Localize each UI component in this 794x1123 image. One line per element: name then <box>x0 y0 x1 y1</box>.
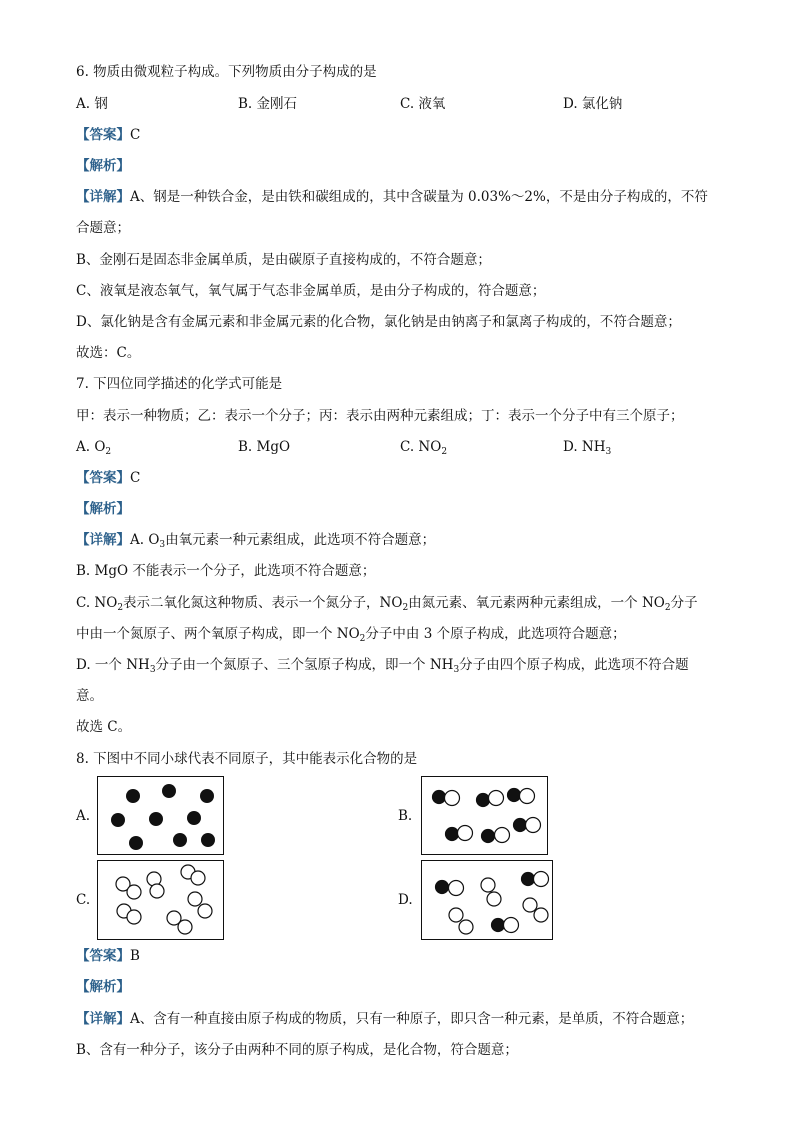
atoms-a <box>98 777 225 856</box>
q6-answer <box>76 126 140 144</box>
q7-option-c: C. $NO_2$ <box>400 439 448 457</box>
q7-option-d: D. $NH_3$ <box>563 439 612 457</box>
q8-diagram-d <box>421 860 553 940</box>
q8-diagram-b <box>421 776 548 855</box>
q8-diagram-a <box>97 776 224 855</box>
detail-tag: 【详解】 <box>76 189 130 205</box>
q8-analysis-tag: 【解析】 <box>76 979 130 995</box>
q6-option-a: A. 钢 <box>76 96 108 112</box>
q7-detail-6: 意。 <box>76 688 103 704</box>
q6-option-b: B. 金刚石 <box>238 96 298 112</box>
q6-detail-2: 合题意； <box>76 220 130 236</box>
q8-detail-2: B、含有一种分子，该分子由两种不同的原子构成，是化合物，符合题意； <box>76 1042 518 1058</box>
q7-detail-3: C. $NO_2$表示二氧化氮这种物质、表示一个氮分子，$NO_2$由氮元素、氧元素两种元素组成，一个 $NO_2$分子 <box>76 595 698 613</box>
answer-tag: 【答案】 <box>76 470 130 486</box>
q6-option-c: C. 液氧 <box>400 96 446 112</box>
atoms-c <box>98 861 225 941</box>
q6-stem: 6. 物质由微观粒子构成。下列物质由分子构成的是 <box>76 64 377 80</box>
q6-detail-4: C、液氧是液态氧气，氧气属于气态非金属单质，是由分子构成的，符合题意； <box>76 283 546 299</box>
detail-tag: 【详解】 <box>76 532 130 548</box>
q7-detail-1: 【详解】A. $O_3$由氧元素一种元素组成，此选项不符合题意； <box>76 532 436 550</box>
atoms-d <box>422 861 554 941</box>
q8-detail-1: 【详解】A、含有一种直接由原子构成的物质，只有一种原子，即只含一种元素，是单质，不符合题意； <box>76 1011 694 1027</box>
q6-detail-5: D、氯化钠是含有金属元素和非金属元素的化合物，氯化钠是由钠离子和氯离子构成的，不符合题意； <box>76 314 681 330</box>
q7-detail-5: D. 一个 $NH_3$分子由一个氮原子、三个氢原子构成，即一个 $NH_3$分子由四个原子构成，此选项不符合题 <box>76 657 689 675</box>
q7-option-a: A. $O_2$ <box>76 439 112 457</box>
q8-label-a: A. <box>76 808 91 824</box>
q7-analysis-tag: 【解析】 <box>76 501 130 517</box>
q8-stem: 8. 下图中不同小球代表不同原子，其中能表示化合物的是 <box>76 751 418 767</box>
q6-detail-3: B、金刚石是固态非金属单质，是由碳原子直接构成的，不符合题意； <box>76 252 491 268</box>
answer-value: C <box>130 127 141 143</box>
q8-diagram-c <box>97 860 224 940</box>
answer-tag: 【答案】 <box>76 948 130 964</box>
answer-value: C <box>130 470 141 486</box>
q7-detail-7: 故选 C。 <box>76 719 132 735</box>
q6-detail-6: 故选：C。 <box>76 345 141 361</box>
q8-answer <box>76 947 140 965</box>
q8-label-b: B. <box>398 808 413 824</box>
q7-detail-2: B. MgO 不能表示一个分子，此选项不符合题意； <box>76 563 376 579</box>
q8-label-d: D. <box>398 892 413 908</box>
q6-detail-1 <box>76 188 708 206</box>
q8-label-c: C. <box>76 892 91 908</box>
q7-option-b: B. MgO <box>238 439 291 455</box>
atoms-b <box>422 777 549 856</box>
q6-option-d: D. 氯化钠 <box>563 96 623 112</box>
answer-value: B <box>130 948 140 964</box>
q7-answer <box>76 469 140 487</box>
q7-stem: 7. 下四位同学描述的化学式可能是 <box>76 376 283 392</box>
detail-tag: 【详解】 <box>76 1011 130 1027</box>
q7-detail-4: 中由一个氮原子、两个氧原子构成，即一个 $NO_2$分子中由 3 个原子构成，此选项符合题意； <box>76 626 626 644</box>
detail-text: A、钢是一种铁合金，是由铁和碳组成的，其中含碳量为 0.03%～2%，不是由分子构成的，不符 <box>130 189 708 205</box>
answer-tag: 【答案】 <box>76 127 130 143</box>
q7-conditions: 甲：表示一种物质；乙：表示一个分子；丙：表示由两种元素组成；丁：表示一个分子中有三个原子； <box>76 408 684 424</box>
q6-analysis-tag: 【解析】 <box>76 158 130 174</box>
